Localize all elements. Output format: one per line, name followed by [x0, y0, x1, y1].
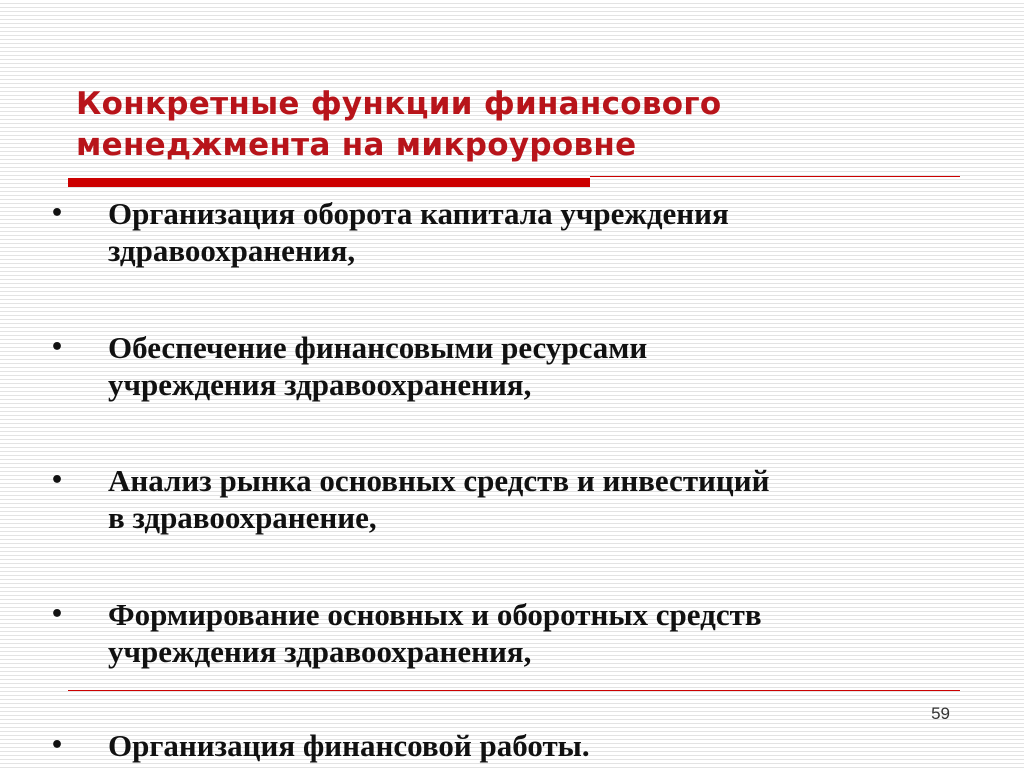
slide-title-line-2: менеджмента на микроуровне — [76, 127, 637, 163]
bullet-item — [50, 596, 970, 670]
bullet-icon: • — [50, 335, 65, 360]
bullet-text — [108, 462, 970, 536]
bullet-line: Анализ рынка основных средств и инвестиций — [108, 463, 770, 498]
page-number: 59 — [931, 704, 950, 723]
bullet-icon: • — [50, 468, 65, 493]
bullet-text — [108, 727, 970, 764]
bullet-text — [108, 596, 970, 670]
bullet-line: Организация оборота капитала учреждения — [108, 196, 729, 231]
footer-rule — [68, 690, 960, 691]
bullet-line: Формирование основных и оборотных средств — [108, 597, 762, 632]
bullet-icon: • — [50, 201, 65, 226]
bullet-item — [50, 195, 970, 269]
bullet-line: в здравоохранение, — [108, 500, 377, 535]
bullet-text — [108, 329, 970, 403]
slide-title — [76, 84, 956, 166]
bullet-item — [50, 462, 970, 536]
title-underline-rule — [590, 176, 960, 177]
bullet-line: Организация финансовой работы. — [108, 728, 590, 763]
bullet-icon: • — [50, 602, 65, 627]
bullet-line: Обеспечение финансовыми ресурсами — [108, 330, 648, 365]
bullet-line: учреждения здравоохранения, — [108, 634, 532, 669]
bullet-line: здравоохранения, — [108, 233, 356, 268]
title-underline-bar — [68, 178, 590, 187]
slide-title-line-1: Конкретные функции финансового — [76, 86, 722, 122]
bullet-item — [50, 329, 970, 403]
bullet-item — [50, 727, 970, 764]
bullet-text — [108, 195, 970, 269]
bullet-icon: • — [50, 733, 65, 758]
bullet-line: учреждения здравоохранения, — [108, 367, 532, 402]
